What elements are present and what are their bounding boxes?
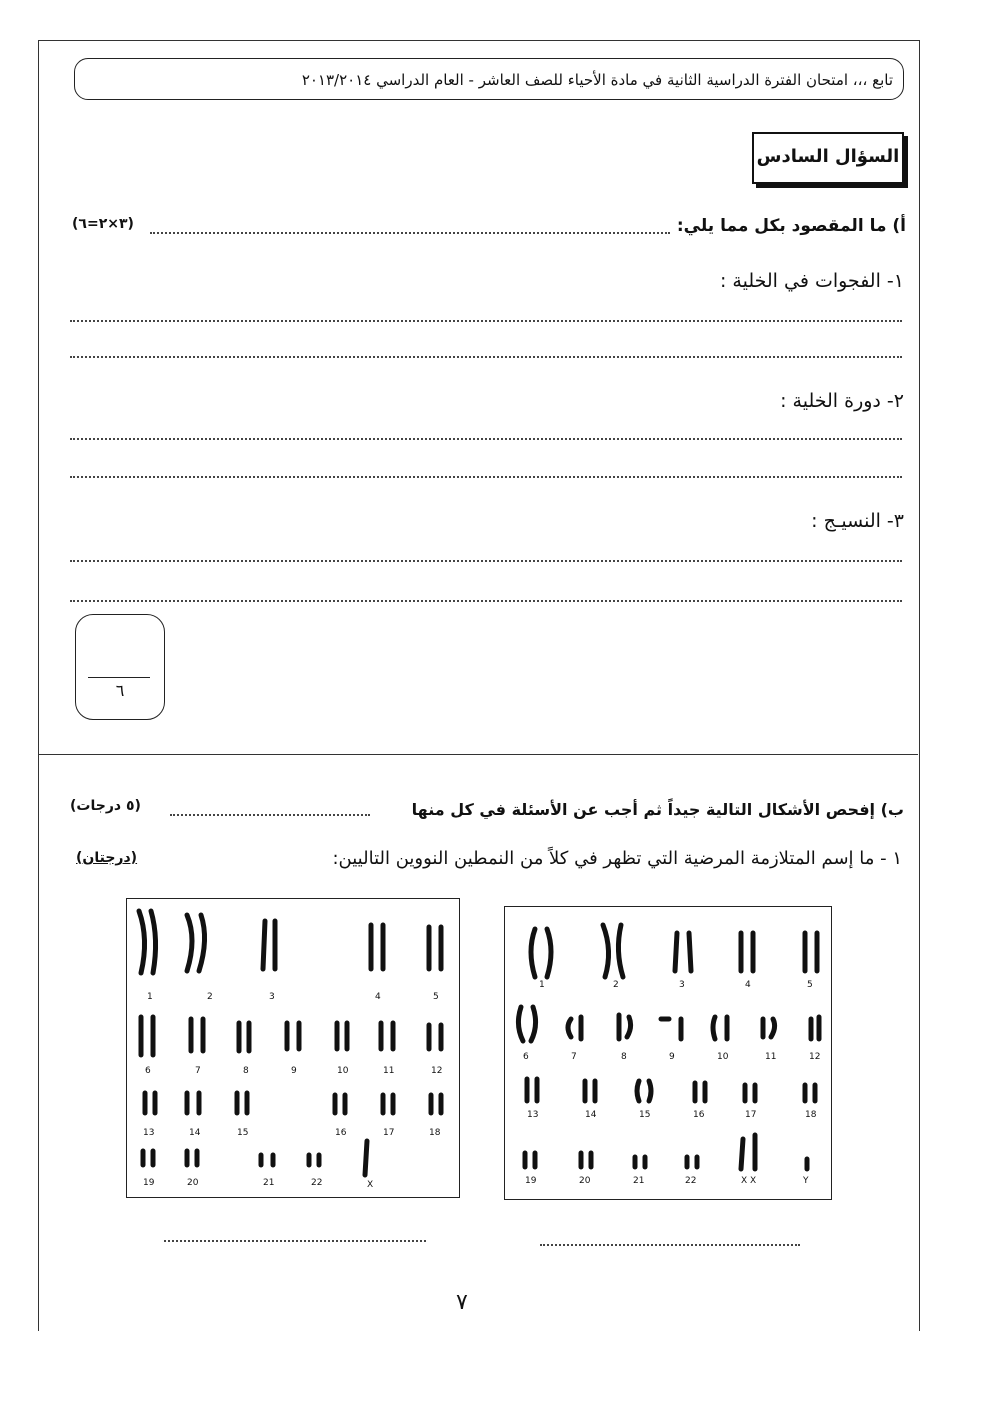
kr-r2-3: 9 bbox=[669, 1052, 675, 1062]
karyotype-right bbox=[504, 906, 832, 1200]
question-title bbox=[752, 132, 904, 184]
kl-r1-1: 2 bbox=[207, 992, 213, 1002]
kr-r4-2: 21 bbox=[633, 1176, 645, 1186]
part-a-prompt: أ) ما المقصود بكل مما يلي: bbox=[676, 216, 906, 236]
kr-r3-4: 17 bbox=[745, 1110, 757, 1120]
answer-line-3b[interactable] bbox=[70, 600, 902, 602]
part-b-marks: (٥ درجات) bbox=[70, 798, 141, 814]
kr-r4-1: 20 bbox=[579, 1176, 591, 1186]
exam-header-text: تابع ،،، امتحان الفترة الدراسية الثانية في مادة الأحياء للصف العاشر - العام الدراسي ٢٠١٣/٢٠١٤ bbox=[301, 71, 893, 89]
part-a-marks: (٣×٢=٦) bbox=[72, 216, 134, 232]
question-title-text: السؤال السادس bbox=[756, 146, 900, 167]
kr-r1-2: 3 bbox=[679, 980, 685, 990]
kr-r4-3: 22 bbox=[685, 1176, 697, 1186]
karyotype-left bbox=[126, 898, 460, 1198]
kl-r2-0: 6 bbox=[145, 1066, 151, 1076]
kl-r4-3: 22 bbox=[311, 1178, 323, 1188]
answer-line-2a[interactable] bbox=[70, 438, 902, 440]
answer-line-1b[interactable] bbox=[70, 356, 902, 358]
kr-r2-1: 7 bbox=[571, 1052, 577, 1062]
section-separator bbox=[38, 754, 918, 755]
answer-line-3a[interactable] bbox=[70, 560, 902, 562]
exam-header bbox=[74, 58, 904, 100]
kl-r4-0: 19 bbox=[143, 1178, 155, 1188]
kr-r2-2: 8 bbox=[621, 1052, 627, 1062]
kl-r1-0: 1 bbox=[147, 992, 153, 1002]
kr-r3-3: 16 bbox=[693, 1110, 705, 1120]
item-2-label: ٢- دورة الخلية : bbox=[780, 390, 904, 412]
kr-r3-5: 18 bbox=[805, 1110, 817, 1120]
kl-r3-2: 15 bbox=[237, 1128, 249, 1138]
kl-r3-3: 16 bbox=[335, 1128, 347, 1138]
kr-r3-1: 14 bbox=[585, 1110, 597, 1120]
kr-r2-6: 12 bbox=[809, 1052, 821, 1062]
kl-r1-2: 3 bbox=[269, 992, 275, 1002]
kl-r2-6: 12 bbox=[431, 1066, 443, 1076]
kl-r2-3: 9 bbox=[291, 1066, 297, 1076]
kr-r4-0: 19 bbox=[525, 1176, 537, 1186]
kl-r4-1: 20 bbox=[187, 1178, 199, 1188]
score-box bbox=[75, 614, 165, 720]
kr-r1-3: 4 bbox=[745, 980, 751, 990]
score-total: ٦ bbox=[115, 681, 125, 700]
kr-r3-0: 13 bbox=[527, 1110, 539, 1120]
part-b-leader-dots bbox=[170, 814, 370, 816]
kr-r1-4: 5 bbox=[807, 980, 813, 990]
page-number: ٧ bbox=[456, 1290, 468, 1315]
karyotype-left-drawing bbox=[127, 899, 459, 1197]
kl-r2-2: 8 bbox=[243, 1066, 249, 1076]
kl-r2-1: 7 bbox=[195, 1066, 201, 1076]
item-1-label: ١- الفجوات في الخلية : bbox=[719, 270, 904, 292]
kl-r2-5: 11 bbox=[383, 1066, 395, 1076]
kl-r3-1: 14 bbox=[189, 1128, 201, 1138]
kl-r4-2: 21 bbox=[263, 1178, 275, 1188]
kr-r1-1: 2 bbox=[613, 980, 619, 990]
part-b-q1-text: ١ - ما إسم المتلازمة المرضية التي تظهر في كلاً من النمطين النووين التاليين: bbox=[332, 848, 902, 869]
kl-r1-4: 5 bbox=[433, 992, 439, 1002]
kr-r2-0: 6 bbox=[523, 1052, 529, 1062]
kr-r2-4: 10 bbox=[717, 1052, 729, 1062]
answer-line-1a[interactable] bbox=[70, 320, 902, 322]
score-divider bbox=[88, 677, 150, 678]
answer-line-2b[interactable] bbox=[70, 476, 902, 478]
kl-r3-0: 13 bbox=[143, 1128, 155, 1138]
kr-r2-5: 11 bbox=[765, 1052, 777, 1062]
kl-r3-5: 18 bbox=[429, 1128, 441, 1138]
kl-r1-3: 4 bbox=[375, 992, 381, 1002]
answer-line-karyotype-left[interactable] bbox=[164, 1240, 426, 1242]
kl-r2-4: 10 bbox=[337, 1066, 349, 1076]
part-b-q1-marks: (درجتان) bbox=[76, 850, 138, 866]
kr-r4-5: Y bbox=[803, 1176, 809, 1186]
answer-line-karyotype-right[interactable] bbox=[540, 1244, 800, 1246]
kr-r1-0: 1 bbox=[539, 980, 545, 990]
kr-r3-2: 15 bbox=[639, 1110, 651, 1120]
kr-r4-4: X X bbox=[741, 1176, 757, 1186]
item-3-label: ٣- النسيـج : bbox=[811, 510, 904, 532]
part-b-prompt: ب) إفحص الأشكال التالية جيداً ثم أجب عن الأسئلة في كل منها bbox=[411, 800, 904, 819]
kl-r3-4: 17 bbox=[383, 1128, 395, 1138]
kl-r4-4: X bbox=[367, 1180, 374, 1190]
part-a-leader-dots bbox=[150, 232, 670, 234]
karyotype-right-drawing bbox=[505, 907, 831, 1199]
